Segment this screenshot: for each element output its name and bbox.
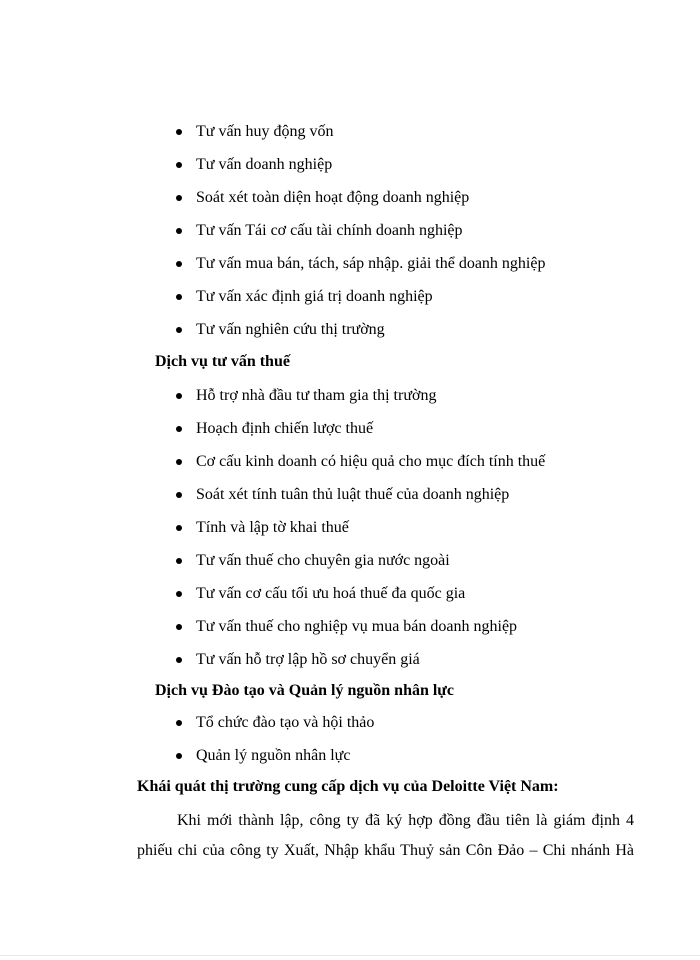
bullet-icon xyxy=(176,657,182,663)
bullet-icon xyxy=(176,261,182,267)
tax-services-heading: Dịch vụ tư vấn thuế xyxy=(155,353,290,370)
market-overview-heading: Khái quát thị trường cung cấp dịch vụ của Deloitte Việt Nam: xyxy=(137,778,559,795)
hr-services-heading: Dịch vụ Đào tạo và Quản lý nguồn nhân lực xyxy=(155,682,455,699)
bullet-icon xyxy=(176,195,182,201)
bullet-icon xyxy=(176,753,182,759)
paragraph-line-2: phiếu chi của công ty Xuất, Nhập khẩu Thuỷ sản Côn Đảo – Chi nhánh Hà xyxy=(137,842,634,859)
bullet-icon xyxy=(176,162,182,168)
bullet-icon xyxy=(176,720,182,726)
bullet-icon xyxy=(176,426,182,432)
bullet-icon xyxy=(176,525,182,531)
bullet-icon xyxy=(176,459,182,465)
bullet-icon xyxy=(176,558,182,564)
paragraph-line-1: Khi mới thành lập, công ty đã ký hợp đồng đầu tiên là giám định 4 xyxy=(177,812,634,829)
bullet-icon xyxy=(176,624,182,630)
bullet-icon xyxy=(176,591,182,597)
bullet-icon xyxy=(176,294,182,300)
bullet-icon xyxy=(176,492,182,498)
bullet-icon xyxy=(176,393,182,399)
page-bottom-divider xyxy=(0,955,700,956)
bullet-icon xyxy=(176,228,182,234)
document-page: Tư vấn huy động vốn Tư vấn doanh nghiệp Soát xét toàn diện hoạt động doanh nghiệp Tư vấn Tái cơ cấu tài chính doanh nghiệp Tư vấn mua bán, tách, sáp nhập. giải thể doanh nghiệp Tư vấn xác định giá trị doanh nghiệp Tư vấn nghiên cứu thị trường Dịch vụ tư vấn thuế Hỗ trợ nhà đầu tư tham gia thị trường Hoạch định chiến lược thuế Cơ cấu kinh doanh có hiệu quả cho mục đích tính thuế Soát xét tính tuân thủ luật thuế của doanh nghiệp Tính và lập tờ khai thuế Tư vấn thuế cho chuyên gia nước ngoài Tư vấn cơ cấu tối ưu hoá thuế đa quốc gia Tư vấn thuế cho nghiệp vụ mua bán doanh nghiệp Tư vấn hỗ trợ lập hồ sơ chuyển giá Dịch vụ Đào tạo và Quản lý nguồn nhân lực Tổ chức đào tạo và hội thảo Quản lý nguồn nhân lực Khái quát thị trường cung cấp dịch vụ của Deloitte Việt Nam: Khi mới thành lập, công ty đã ký hợp đồng đầu tiên là giám định 4 phiếu chi của công ty Xuất, Nhập khẩu Thuỷ sản Côn Đảo – Chi nhánh Hà xyxy=(0,0,700,960)
bullet-icon xyxy=(176,129,182,135)
market-overview-paragraph xyxy=(137,806,634,866)
bullet-icon xyxy=(176,327,182,333)
